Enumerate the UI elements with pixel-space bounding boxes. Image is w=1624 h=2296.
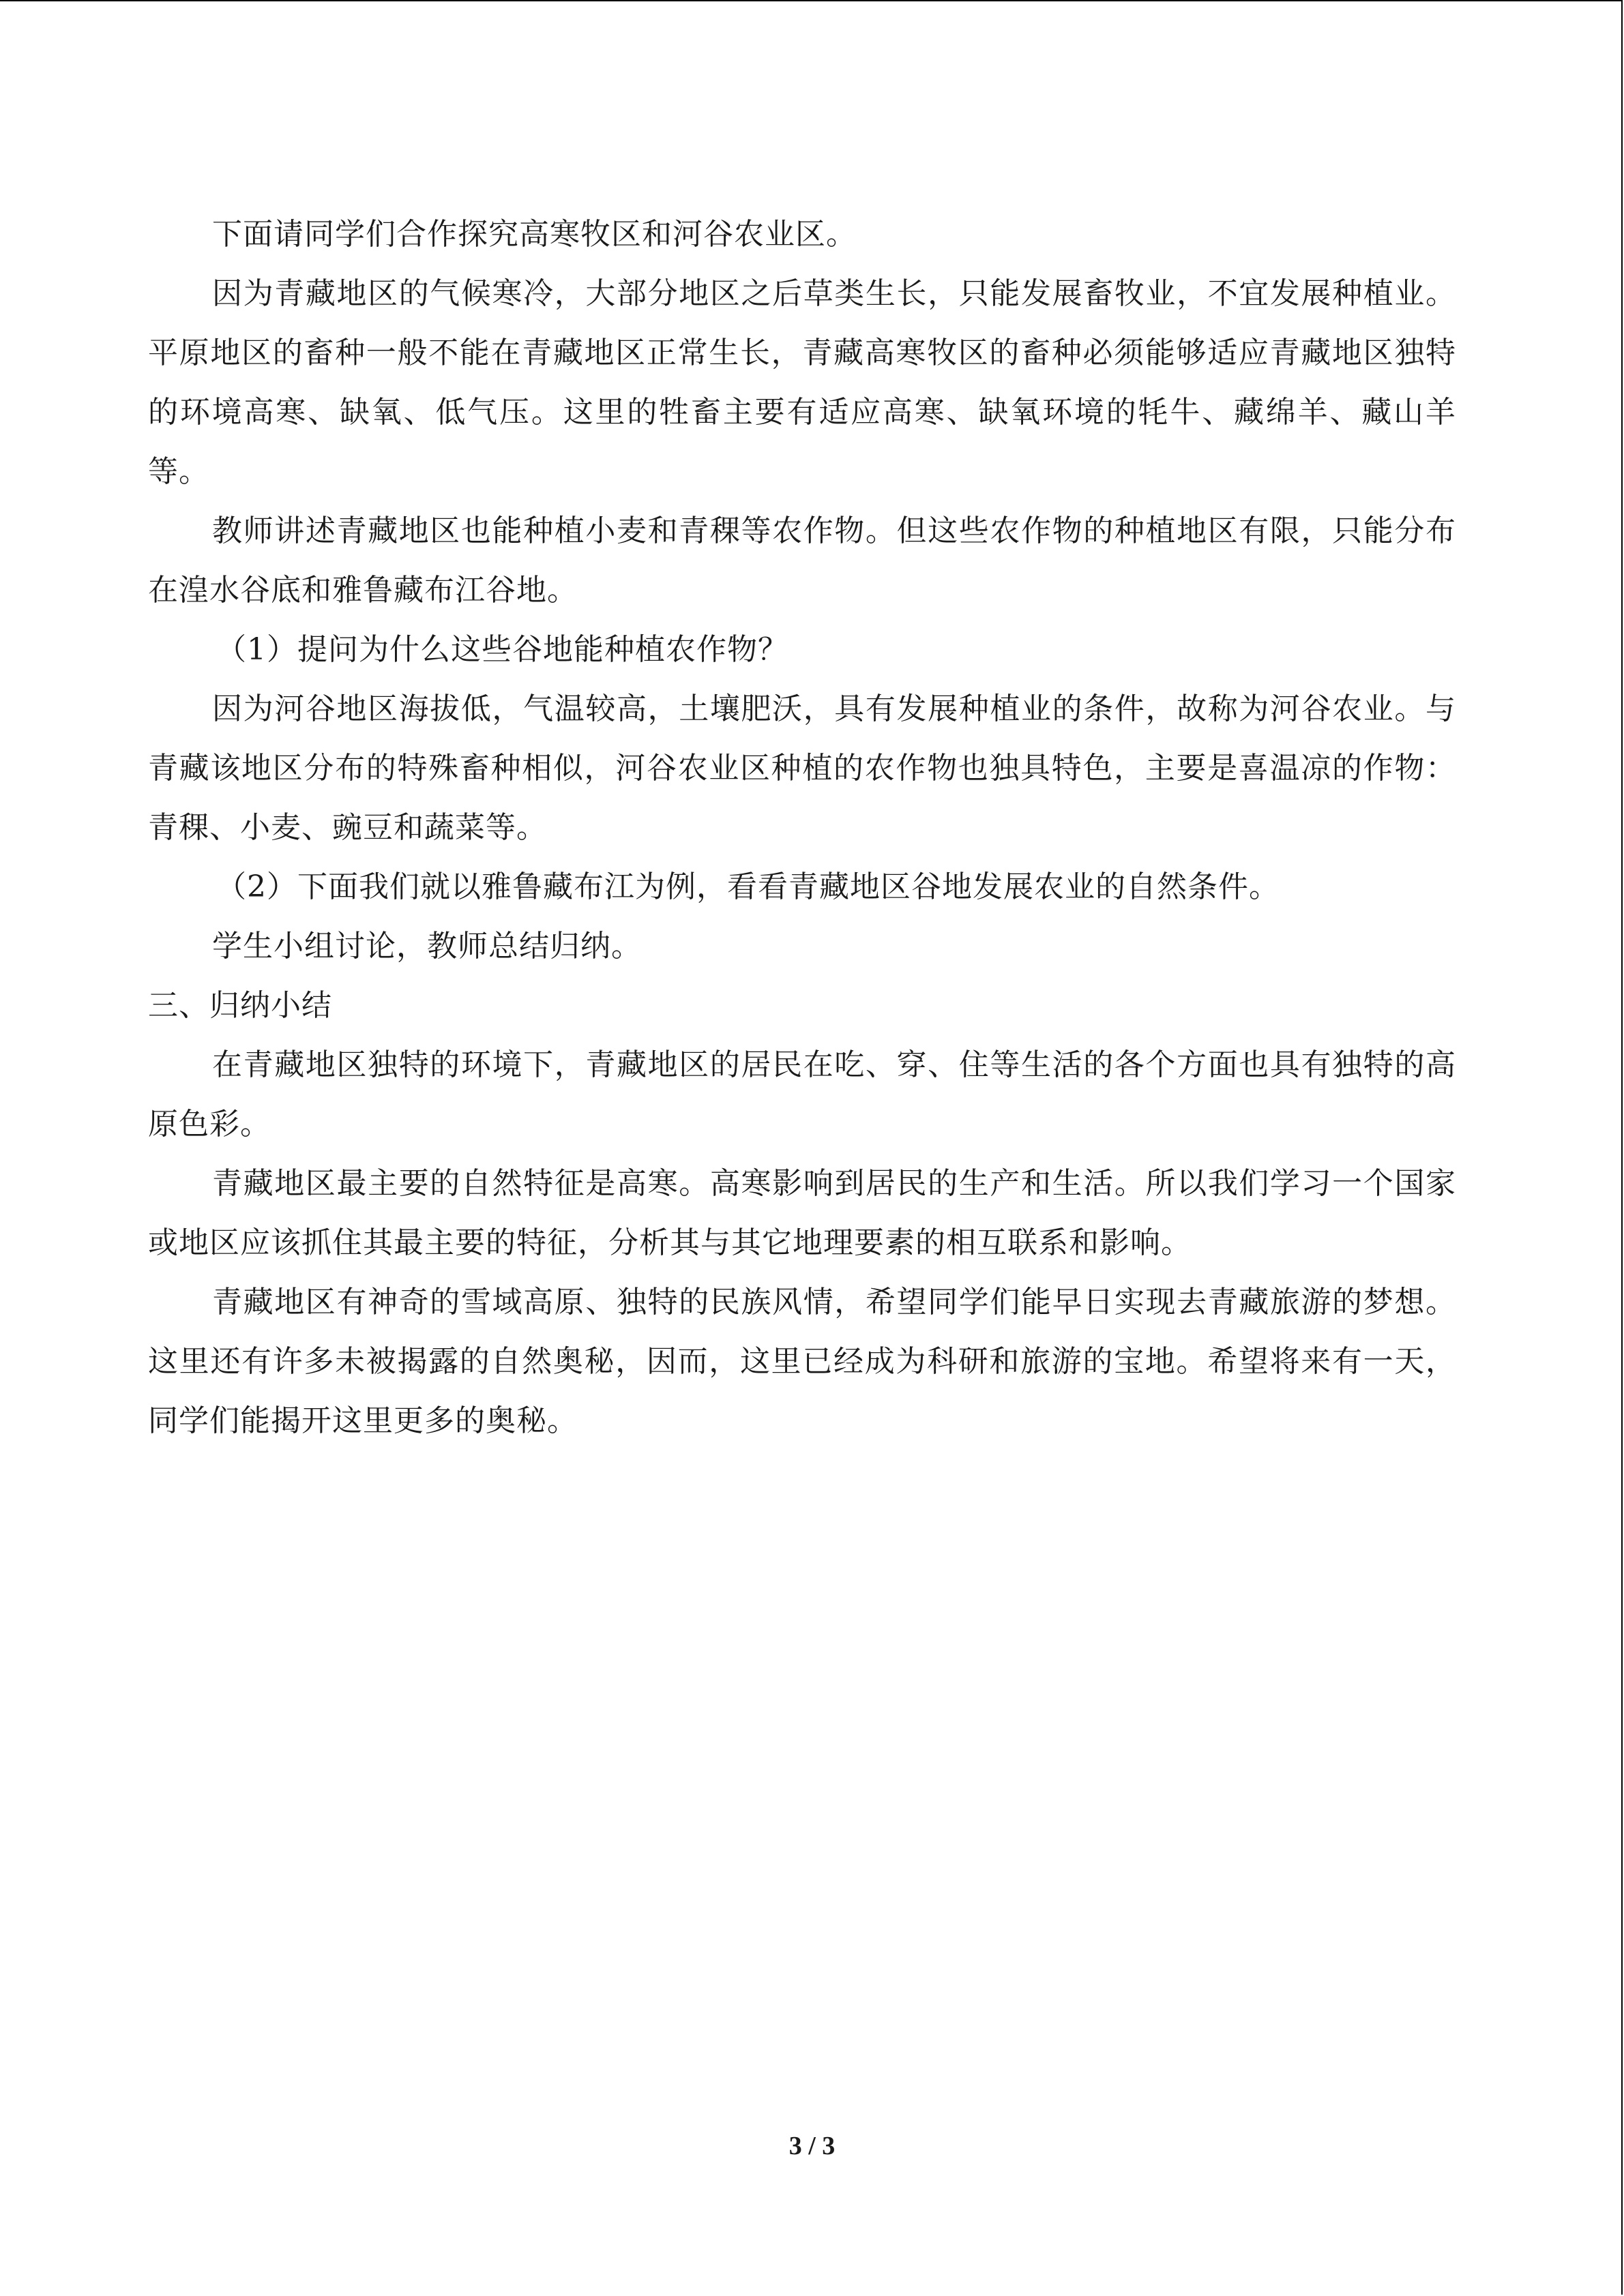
paragraph-question-2: （2）下面我们就以雅鲁藏布江为例，看看青藏地区谷地发展农业的自然条件。	[216, 869, 1280, 904]
paragraph-valley-agriculture: 因为河谷地区海拔低，气温较高，土壤肥沃，具有发展种植业的条件，故称为河谷农业。与青藏该地区分布的特殊畜种相似，河谷农业区种植的农作物也独具特色，主要是喜温凉的作物：青稞、小麦、豌豆和蔬菜等。	[148, 691, 1456, 845]
paragraph-pastoral-area: 因为青藏地区的气候寒冷，大部分地区之后草类生长，只能发展畜牧业，不宜发展种植业。平原地区的畜种一般不能在青藏地区正常生长，青藏高寒牧区的畜种必须能够适应青藏地区独特的环境高寒、缺氧、低气压。这里的牲畜主要有适应高寒、缺氧环境的牦牛、藏绵羊、藏山羊等。	[148, 276, 1456, 489]
paragraph-plateau-life: 在青藏地区独特的环境下，青藏地区的居民在吃、穿、住等生活的各个方面也具有独特的高原色彩。	[148, 1047, 1456, 1142]
paragraph-conclusion: 青藏地区有神奇的雪域高原、独特的民族风情，希望同学们能早日实现去青藏旅游的梦想。这里还有许多未被揭露的自然奥秘，因而，这里已经成为科研和旅游的宝地。希望将来有一天，同学们能揭开这里更多的奥秘。	[148, 1285, 1456, 1438]
document-body	[148, 205, 1456, 1450]
paragraph-intro: 下面请同学们合作探究高寒牧区和河谷农业区。	[212, 217, 857, 252]
paragraph-crops: 教师讲述青藏地区也能种植小麦和青稞等农作物。但这些农作物的种植地区有限，只能分布在湟水谷底和雅鲁藏布江谷地。	[148, 513, 1456, 608]
paragraph-question-1: （1）提问为什么这些谷地能种植农作物？	[216, 632, 788, 667]
section-heading-summary: 三、归纳小结	[148, 988, 332, 1023]
paragraph-main-feature: 青藏地区最主要的自然特征是高寒。高寒影响到居民的生产和生活。所以我们学习一个国家或地区应该抓住其最主要的特征，分析其与其它地理要素的相互联系和影响。	[148, 1166, 1456, 1260]
paragraph-group-discussion: 学生小组讨论，教师总结归纳。	[212, 929, 642, 964]
page-number: 3 / 3	[788, 2132, 836, 2160]
